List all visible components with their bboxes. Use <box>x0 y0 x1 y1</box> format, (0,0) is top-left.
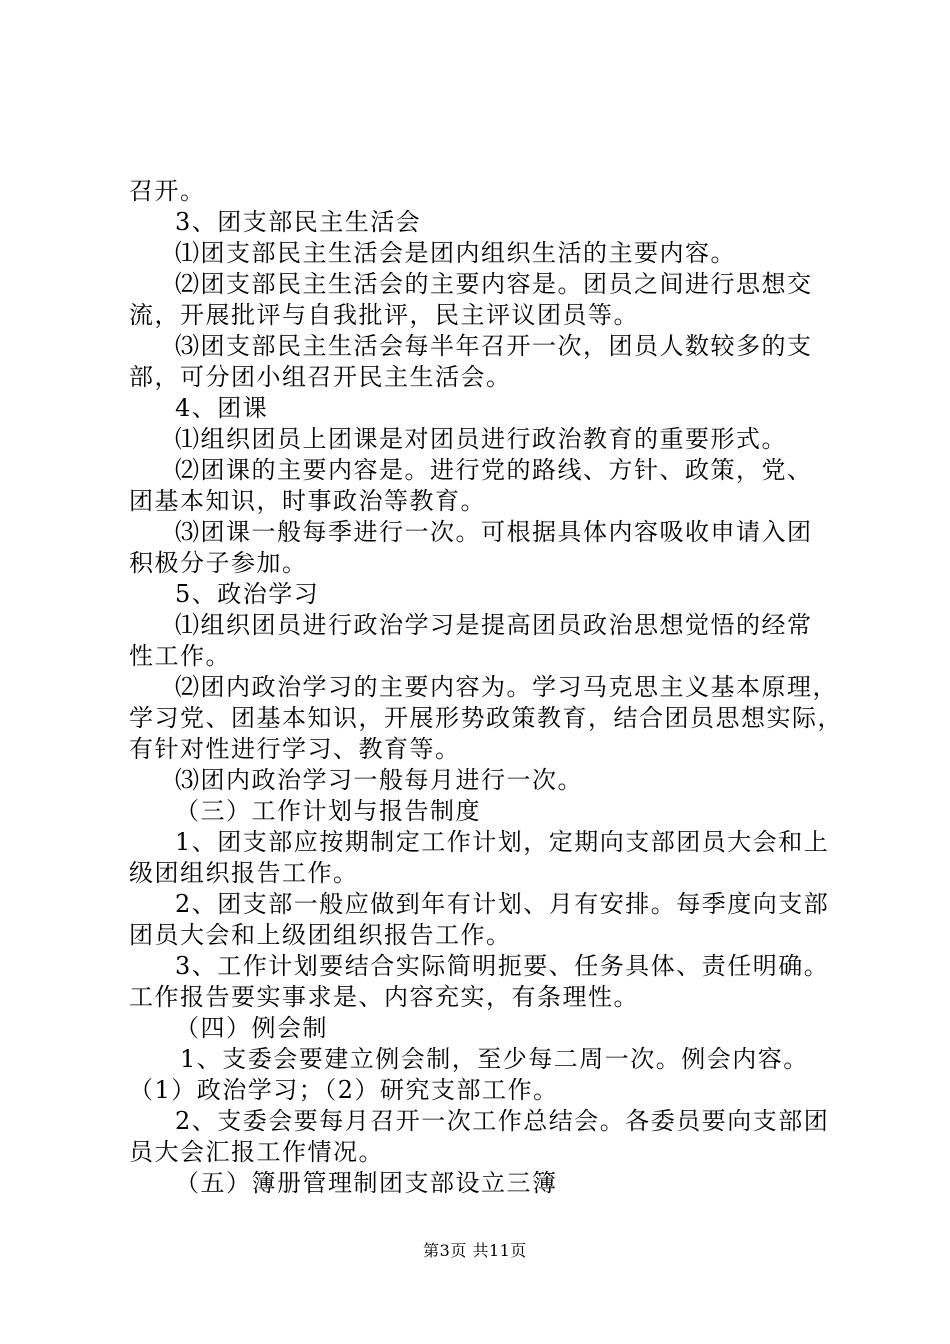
section-heading-3-work-plan: （三）工作计划与报告制度 <box>175 797 481 825</box>
text-line-24: 2、团支部一般应做到年有计划、月有安排。每季度向支部 <box>175 890 830 918</box>
text-line-29: 1、支委会要建立例会制，至少每二周一次。例会内容。 <box>180 1045 809 1073</box>
heading-3-democratic-life: 3、团支部民主生活会 <box>175 208 422 236</box>
text-line-19: 有针对性进行学习、教育等。 <box>129 735 461 763</box>
text-line-7: 部，可分团小组召开民主生活会。 <box>129 363 512 391</box>
text-line-25: 团员大会和上级团组织报告工作。 <box>129 921 512 949</box>
text-line-17: ⑵团内政治学习的主要内容为。学习马克思主义基本原理， <box>175 673 838 701</box>
text-line-1: 召开。 <box>129 177 206 205</box>
text-line-31: 2、支委会要每月召开一次工作总结会。各委员要向支部团 <box>175 1107 830 1135</box>
section-heading-5-register-management: （五）簿册管理制团支部设立三簿 <box>175 1169 558 1197</box>
text-line-6: ⑶团支部民主生活会每半年召开一次，团员人数较多的支 <box>175 332 813 360</box>
text-line-27: 工作报告要实事求是、内容充实，有条理性。 <box>129 983 639 1011</box>
text-line-18: 学习党、团基本知识，开展形势政策教育，结合团员思想实际， <box>129 704 843 732</box>
text-line-23: 级团组织报告工作。 <box>129 859 359 887</box>
text-line-32: 员大会汇报工作情况。 <box>129 1138 384 1166</box>
text-line-15: ⑴组织团员进行政治学习是提高团员政治思想觉悟的经常 <box>175 611 813 639</box>
text-line-3: ⑴团支部民主生活会是团内组织生活的主要内容。 <box>175 239 736 267</box>
text-line-11: 团基本知识，时事政治等教育。 <box>129 487 486 515</box>
text-line-30: （1）政治学习；（2）研究支部工作。 <box>129 1076 559 1104</box>
text-line-22: 1、团支部应按期制定工作计划，定期向支部团员大会和上 <box>175 828 830 856</box>
section-heading-4-regular-meeting: （四）例会制 <box>175 1014 328 1042</box>
text-line-13: 积极分子参加。 <box>129 549 308 577</box>
text-line-4: ⑵团支部民主生活会的主要内容是。团员之间进行思想交 <box>175 270 813 298</box>
text-line-12: ⑶团课一般每季进行一次。可根据具体内容吸收申请入团 <box>175 518 813 546</box>
text-line-10: ⑵团课的主要内容是。进行党的路线、方针、政策，党、 <box>175 456 813 484</box>
heading-5-political-study: 5、政治学习 <box>175 580 320 608</box>
text-line-26: 3、工作计划要结合实际简明扼要、任务具体、责任明确。 <box>175 952 830 980</box>
heading-4-league-class: 4、团课 <box>175 394 269 422</box>
text-line-9: ⑴组织团员上团课是对团员进行政治教育的重要形式。 <box>175 425 787 453</box>
page-number-footer: 第3页 共11页 <box>423 1241 527 1260</box>
text-line-16: 性工作。 <box>129 642 231 670</box>
text-line-20: ⑶团内政治学习一般每月进行一次。 <box>175 766 583 794</box>
text-line-5: 流，开展批评与自我批评，民主评议团员等。 <box>129 301 639 329</box>
